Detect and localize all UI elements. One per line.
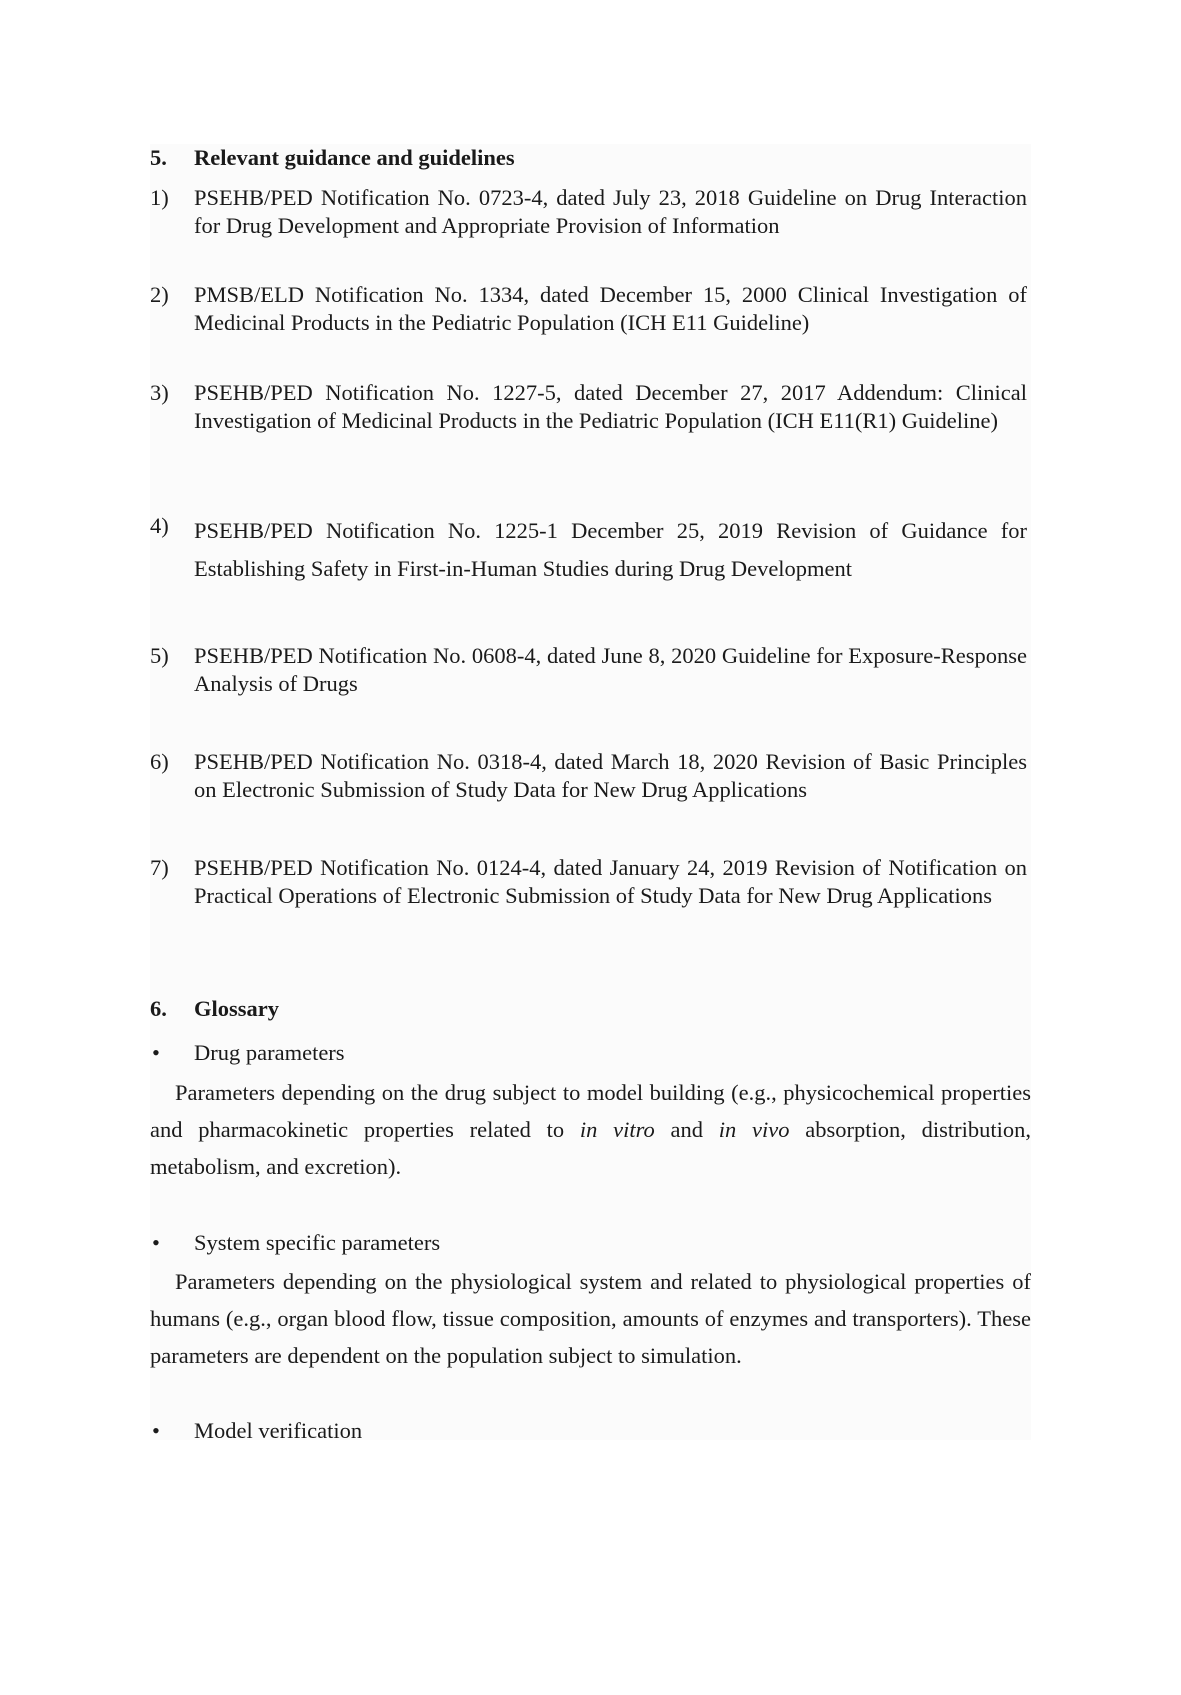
reference-item-5	[150, 642, 1027, 698]
page-content	[150, 144, 1031, 1440]
reference-number: 5)	[150, 643, 169, 668]
reference-number: 2)	[150, 282, 169, 307]
reference-item-1	[150, 184, 1027, 240]
glossary-definition-system-specific-parameters: Parameters depending on the physiological system and related to physiological properties of humans (e.g., organ blood flow, tissue composition, amounts of enzymes and transporters). These parameters are dependent on the population subject to simulation.	[150, 1269, 1031, 1368]
reference-number: 3)	[150, 380, 169, 405]
section-title: Relevant guidance and guidelines	[194, 145, 515, 170]
bullet-icon: •	[152, 1418, 160, 1440]
glossary-term: Drug parameters	[194, 1040, 345, 1065]
reference-text: PSEHB/PED Notification No. 0608-4, dated June 8, 2020 Guideline for Exposure-Response Analysis of Drugs	[194, 643, 1027, 696]
reference-text: PSEHB/PED Notification No. 1227-5, dated December 27, 2017 Addendum: Clinical Investigation of Medicinal Products in the Pediatric Population (ICH E11(R1) Guideline)	[194, 380, 1027, 433]
reference-number: 6)	[150, 749, 169, 774]
section-title: Glossary	[194, 996, 280, 1021]
reference-number: 1)	[150, 185, 169, 210]
reference-item-4	[150, 512, 1027, 588]
glossary-definition-drug-parameters	[150, 1074, 1031, 1185]
definition-text: absorption, distribution, metabolism, and excretion).	[150, 1117, 1031, 1179]
bullet-icon: •	[152, 1040, 160, 1065]
reference-number: 4)	[150, 513, 169, 538]
definition-text: and	[654, 1117, 719, 1142]
definition-italic: in vitro	[579, 1117, 655, 1142]
reference-number: 7)	[150, 855, 169, 880]
glossary-term: Model verification	[194, 1418, 363, 1440]
reference-text: PSEHB/PED Notification No. 0723-4, dated July 23, 2018 Guideline on Drug Interaction for Drug Development and Appropriate Provision of Information	[194, 185, 1027, 238]
reference-item-6	[150, 748, 1027, 804]
definition-text: Parameters depending on the drug subject to model building (e.g., physicochemical properties and pharmacokinetic properties related to	[150, 1080, 1031, 1142]
reference-item-3	[150, 379, 1027, 435]
section-number: 5.	[150, 145, 167, 170]
section-number: 6.	[150, 996, 167, 1021]
reference-text: PSEHB/PED Notification No. 1225-1 December 25, 2019 Revision of Guidance for Establishing Safety in First-in-Human Studies during Drug Development	[194, 518, 1027, 581]
glossary-term: System specific parameters	[194, 1230, 441, 1255]
bullet-icon: •	[152, 1230, 160, 1255]
definition-italic: in vivo	[718, 1117, 790, 1142]
reference-text: PSEHB/PED Notification No. 0318-4, dated March 18, 2020 Revision of Basic Principles on Electronic Submission of Study Data for New Drug Applications	[194, 749, 1027, 802]
reference-item-2	[150, 281, 1027, 337]
reference-text: PMSB/ELD Notification No. 1334, dated December 15, 2000 Clinical Investigation of Medicinal Products in the Pediatric Population (ICH E11 Guideline)	[194, 282, 1027, 335]
reference-item-7	[150, 854, 1027, 910]
reference-text: PSEHB/PED Notification No. 0124-4, dated January 24, 2019 Revision of Notification on Practical Operations of Electronic Submission of Study Data for New Drug Applications	[194, 855, 1027, 908]
